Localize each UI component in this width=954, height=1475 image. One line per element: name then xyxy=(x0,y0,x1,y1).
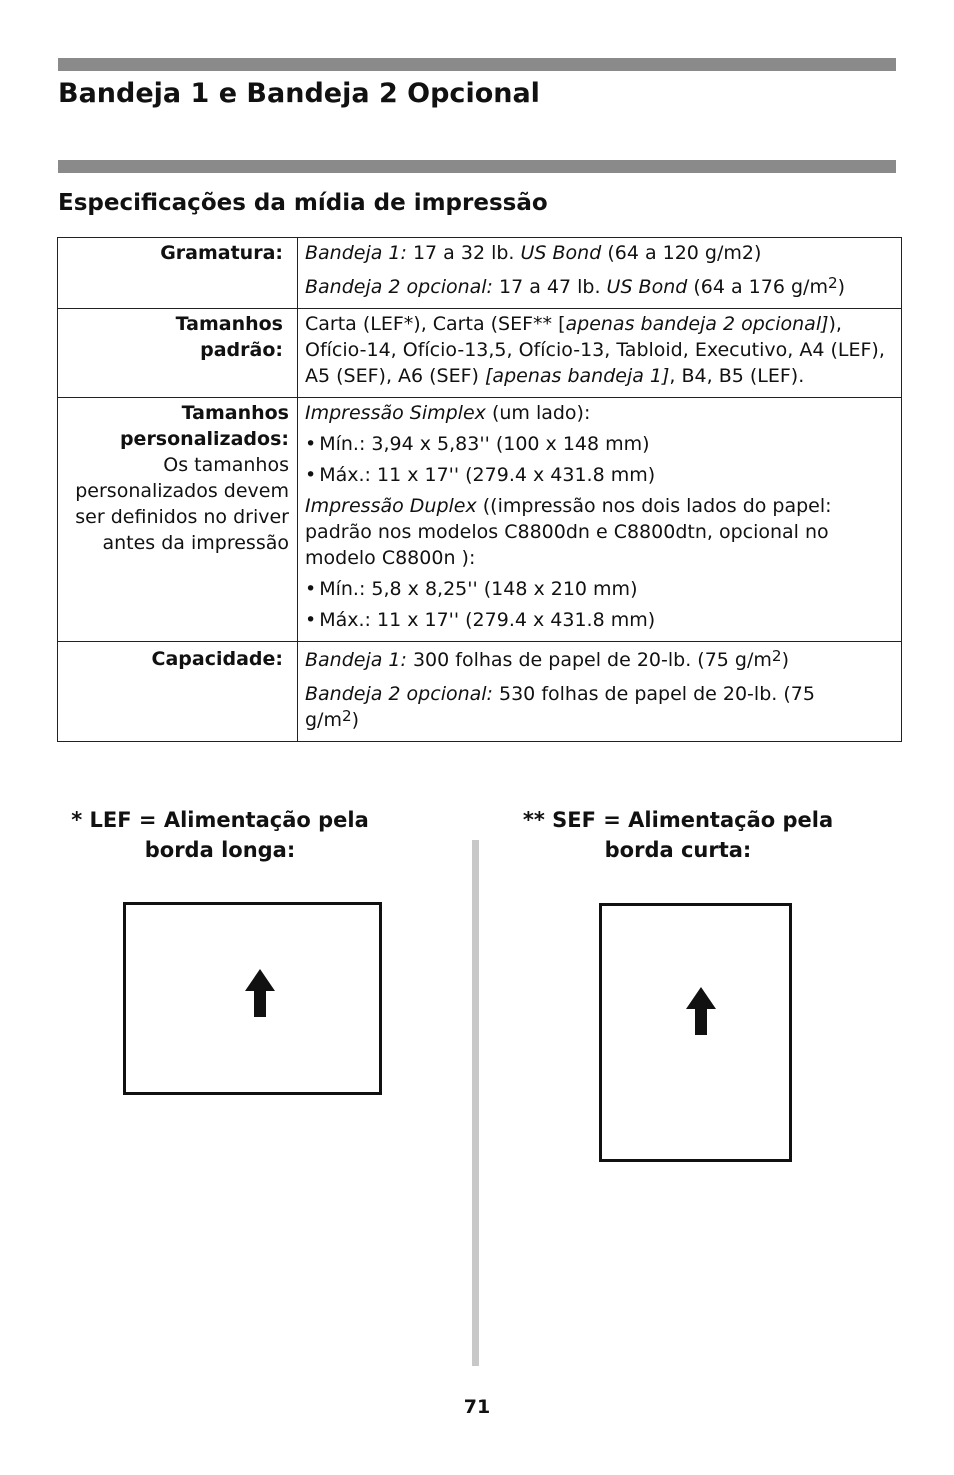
section-rule xyxy=(58,160,896,173)
table-row-capacidade xyxy=(58,642,902,742)
duplex-max: • Máx.: 11 x 17'' (279.4 x 431.8 mm) xyxy=(305,607,895,633)
custom-size-note: Os tamanhos personalizados devem ser definidos no driver antes da impressão xyxy=(75,454,289,554)
row-value xyxy=(298,238,902,309)
row-label: Capacidade: xyxy=(58,642,298,742)
table-row-tamanhos-padrao xyxy=(58,309,902,398)
row-value xyxy=(298,398,902,642)
table-row-gramatura xyxy=(58,238,902,309)
up-arrow-icon xyxy=(245,969,275,1017)
row-value xyxy=(298,642,902,742)
simplex-heading: Impressão Simplex (um lado): xyxy=(305,402,591,424)
specs-table xyxy=(57,237,902,742)
tamanhos-padrao-text: Carta (LEF*), Carta (SEF** [apenas bandeja 2 opcional]), Ofício-14, Ofício-13,5, Ofício-13, Tabloid, Executivo, A4 (LEF), A5 (SEF), A6 (SEF) [apenas bandeja 1], B4, B5 (LEF). xyxy=(305,313,885,387)
simplex-min: • Mín.: 3,94 x 5,83'' (100 x 148 mm) xyxy=(305,431,895,457)
duplex-heading: Impressão Duplex ((impressão nos dois lados do papel: padrão nos modelos C8800dn e C8800dtn, opcional no modelo C8800n ): xyxy=(305,495,832,569)
row-label: Gramatura: xyxy=(58,238,298,309)
lef-paper-diagram xyxy=(123,902,382,1095)
up-arrow-icon xyxy=(686,987,716,1035)
row-label: Tamanhos padrão: xyxy=(58,309,298,398)
lef-note: * LEF = Alimentação pela borda longa: xyxy=(71,808,369,862)
capacidade-bandeja1: Bandeja 1: 300 folhas de papel de 20-lb. (75 $g/m^2$) xyxy=(305,647,789,671)
simplex-max: • Máx.: 11 x 17'' (279.4 x 431.8 mm) xyxy=(305,462,895,488)
row-value xyxy=(298,309,902,398)
sef-note: ** SEF = Alimentação pela borda curta: xyxy=(522,808,834,862)
column-divider xyxy=(472,840,479,1366)
page-number: 71 xyxy=(463,1396,491,1418)
capacidade-bandeja2: Bandeja 2 opcional: 530 folhas de papel de 20-lb. (75 $g/m^2$) xyxy=(305,683,815,731)
page-title: Bandeja 1 e Bandeja 2 Opcional xyxy=(58,78,540,109)
duplex-min: • Mín.: 5,8 x 8,25'' (148 x 210 mm) xyxy=(305,576,895,602)
top-rule xyxy=(58,58,896,71)
gramatura-bandeja1: Bandeja 1: 17 a 32 lb. US Bond (64 a 120 g/m2) xyxy=(305,242,762,264)
row-label: Tamanhos personalizados: Os tamanhos personalizados devem ser definidos no driver antes da impressão xyxy=(58,398,298,642)
section-title: Especificações da mídia de impressão xyxy=(58,190,548,216)
sef-paper-diagram xyxy=(599,903,792,1162)
gramatura-bandeja2: Bandeja 2 opcional: 17 a 47 lb. US Bond (64 a 176 $g/m^2$) xyxy=(305,274,846,298)
table-row-tamanhos-personalizados xyxy=(58,398,902,642)
